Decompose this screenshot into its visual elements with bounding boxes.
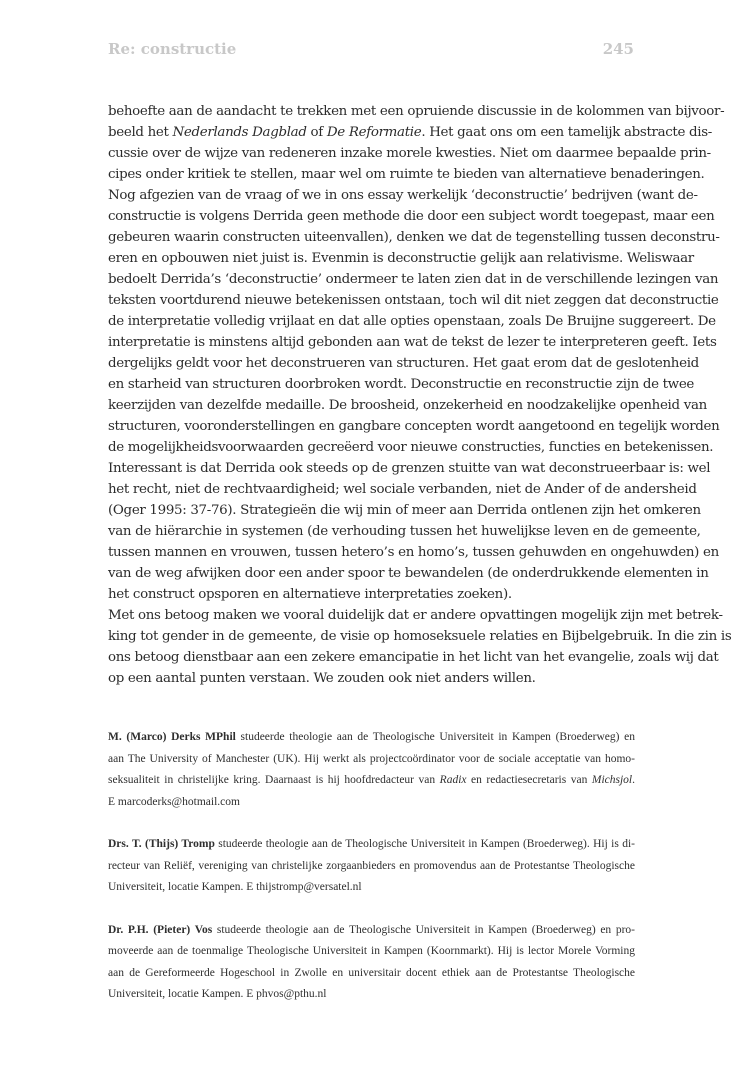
bio-text-fragment: aan The University of Manchester (UK). Hij werkt als projectcoördinator voor de sociale acceptatie van homo- [108,752,635,765]
body-line: king tot gender in de gemeente, de visie op homoseksuele relaties en Bijbelgebruik. In die zin is [108,629,732,644]
body-line: teksten voortdurend nieuwe betekenissen ontstaan, toch wil dit niet zeggen dat deconstructie [108,293,719,308]
bio-line [108,963,635,985]
body-line [108,122,712,143]
body-line: keerzijden van dezelfde medaille. De broosheid, onzekerheid en noodzakelijke openheid van [108,398,707,413]
bio-text-fragment: . [632,774,635,786]
body-line: en starheid van structuren doorbroken wordt. Deconstructie en reconstructie zijn de twee [108,377,695,392]
publication-title: Radix [439,774,467,786]
bio-line [108,792,635,814]
author-bio [108,727,635,813]
bio-text-fragment: studeerde theologie aan de Theologische Universiteit in Kampen (Broederweg) en pro- [212,923,635,936]
body-line: bedoelt Derrida’s ‘deconstructie’ ondermeer te laten zien dat in de verschillende lezingen van [108,272,719,287]
body-line: interpretatie is minstens altijd gebonden aan wat de tekst de lezer te interpreteren geeft. Iets [108,335,717,350]
publication-title: Nederlands Dagblad [172,125,307,140]
body-line: cussie over de wijze van redeneren inzake morele kwesties. Niet om daarmee bepaalde prin- [108,146,711,161]
bio-line [108,749,635,771]
body-line: behoefte aan de aandacht te trekken met een opruiende discussie in de kolommen van bijvoor- [108,104,725,119]
body-line: (Oger 1995: 37-76). Strategieën die wij min of meer aan Derrida ontlenen zijn het omkeren [108,503,701,518]
author-bio [108,834,635,899]
bio-line [108,834,635,856]
body-line: de interpretatie volledig vrijlaat en dat alle opties openstaan, zoals De Bruijne suggereert. De [108,314,716,329]
body-line: constructie is volgens Derrida geen methode die door een subject wordt toegepast, maar een [108,209,715,224]
bio-text-fragment: E marcoderks@hotmail.com [108,795,240,808]
body-line: van de weg afwijken door een ander spoor te bewandelen (de onderdrukkende elementen in [108,566,709,581]
author-bios [108,727,635,1027]
publication-title: Michsjol [591,774,633,786]
body-line: structuren, vooronderstellingen en gangbare concepten wordt aangetoond en tegelijk worden [108,419,720,434]
bio-text-fragment: seksualiteit in christelijke kring. Daarnaast is hij hoofdredacteur van [108,774,440,786]
body-line: van de hiërarchie in systemen (de verhouding tussen het huwelijkse leven en de gemeente, [108,524,701,539]
bio-text-fragment: aan de Gereformeerde Hogeschool in Zwolle en universitair docent ethiek aan de Protestantse Theologische [108,966,635,979]
bio-line [108,856,635,878]
body-text-fragment: . Het gaat ons om een tamelijk abstracte dis- [421,125,712,140]
body-text-fragment: of [306,125,327,140]
page-number: 245 [602,40,634,58]
body-line: gebeuren waarin constructen uiteenvallen), denken we dat de tegenstelling tussen deconstru- [108,230,720,245]
bio-text-fragment: en redactiesecretaris van [466,774,592,786]
body-line: tussen mannen en vrouwen, tussen hetero’s en homo’s, tussen gehuwden en ongehuwden) en [108,545,719,560]
bio-text-fragment: studeerde theologie aan de Theologische Universiteit in Kampen (Broederweg). Hij is di- [214,838,636,850]
body-line: op een aantal punten verstaan. We zouden ook niet anders willen. [108,671,536,686]
body-line: Met ons betoog maken we vooral duidelijk dat er andere opvattingen mogelijk zijn met betrek- [108,608,723,623]
bio-text-fragment: studeerde theologie aan de Theologische Universiteit in Kampen (Broederweg) en [235,731,635,743]
publication-title: De Reformatie [326,125,422,140]
body-text [108,101,732,689]
body-line: dergelijks geldt voor het deconstrueren van structuren. Het gaat erom dat de geslotenheid [108,356,699,371]
bio-line [108,941,635,963]
body-line: het construct opsporen en alternatieve interpretaties zoeken). [108,587,512,602]
author-name: Drs. T. (Thijs) Tromp [108,838,215,850]
bio-text-fragment: moveerde aan de toenmalige Theologische Universiteit in Kampen (Koornmarkt). Hij is lector Morele Vorming [108,945,635,957]
bio-line [108,877,635,899]
bio-text-fragment: Universiteit, locatie Kampen. E thijstromp@versatel.nl [108,881,362,893]
bio-line [108,920,635,942]
bio-line [108,770,635,792]
author-name: Dr. P.H. (Pieter) Vos [108,923,213,936]
bio-text-fragment: Universiteit, locatie Kampen. E phvos@pthu.nl [108,988,327,1000]
bio-text-fragment: recteur van Reliëf, vereniging van christelijke zorgaanbieders en promovendus aan de Protestantse Theologische [108,859,635,872]
section-title: Re: constructie [108,40,237,58]
body-line: Interessant is dat Derrida ook steeds op de grenzen stuitte van wat deconstrueerbaar is: wel [108,461,711,476]
body-line: cipes onder kritiek te stellen, maar wel om ruimte te bieden van alternatieve benaderingen. [108,167,705,182]
body-line: de mogelijkheidsvoorwaarden gecreëerd voor nieuwe constructies, functies en betekenissen. [108,440,714,455]
bio-line [108,727,635,749]
body-line: Nog afgezien van de vraag of we in ons essay werkelijk ‘deconstructie’ bedrijven (want de- [108,188,698,203]
author-name: M. (Marco) Derks MPhil [108,731,236,743]
author-bio [108,920,635,1006]
body-line: eren en opbouwen niet juist is. Evenmin is deconstructie gelijk aan relativisme. Weliswaar [108,251,694,266]
running-head [108,40,634,58]
body-line: het recht, niet de rechtvaardigheid; wel sociale verbanden, niet de Ander of de andersheid [108,482,697,497]
body-text-fragment: beeld het [108,125,173,140]
bio-line [108,984,635,1006]
body-line: ons betoog dienstbaar aan een zekere emancipatie in het licht van het evangelie, zoals wij dat [108,650,719,665]
